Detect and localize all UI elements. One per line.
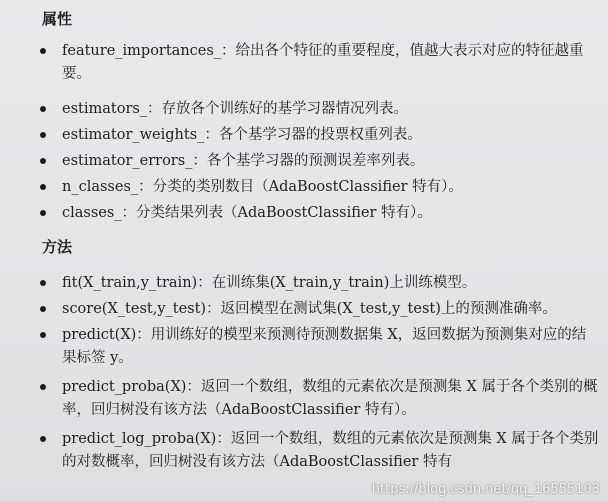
- method-item-predict-log-proba: [40, 428, 600, 474]
- method-text: predict(X)：用训练好的模型来预测待预测数据集 X，返回数据为预测集对应的结果标签 y。: [62, 327, 587, 366]
- methods-heading: 方法: [42, 238, 73, 256]
- bullet-icon: [40, 306, 46, 312]
- bullet-icon: [40, 280, 46, 286]
- method-item-predict: [40, 324, 600, 370]
- bullet-icon: [40, 384, 46, 390]
- method-item-score: [40, 298, 600, 321]
- attribute-text: classes_：分类结果列表（AdaBoostClassifier 特有）。: [62, 205, 432, 221]
- bullet-icon: [40, 210, 46, 216]
- bullet-icon: [40, 132, 46, 138]
- bullet-icon: [40, 158, 46, 164]
- bullet-icon: [40, 184, 46, 190]
- attribute-item-n-classes: [40, 176, 600, 199]
- attribute-text: feature_importances_：给出各个特征的重要程度，值越大表示对应的特征越重要。: [62, 43, 584, 82]
- attribute-item-classes: [40, 202, 600, 225]
- method-text: predict_log_proba(X)：返回一个数组，数组的元素依次是预测集 X 属于各个类别的对数概率，回归树没有该方法（AdaBoostClassifier 特有: [62, 431, 599, 470]
- attribute-item-estimators: [40, 98, 600, 121]
- bullet-icon: [40, 332, 46, 338]
- method-item-fit: [40, 272, 600, 295]
- attribute-item-estimator-errors: [40, 150, 600, 173]
- method-item-predict-proba: [40, 376, 600, 422]
- bullet-icon: [40, 48, 46, 54]
- attribute-text: n_classes_：分类的类别数目（AdaBoostClassifier 特有）。: [62, 179, 463, 195]
- bullet-icon: [40, 436, 46, 442]
- watermark: https://blog.csdn.net/qq_16555103: [371, 482, 600, 497]
- attribute-text: estimators_：存放各个训练好的基学习器情况列表。: [62, 101, 409, 117]
- attribute-item-estimator-weights: [40, 124, 600, 147]
- method-text: predict_proba(X)：返回一个数组，数组的元素依次是预测集 X 属于各个类别的概率，回归树没有该方法（AdaBoostClassifier 特有）。: [62, 379, 598, 418]
- attribute-text: estimator_errors_：各个基学习器的预测误差率列表。: [62, 153, 425, 169]
- bullet-icon: [40, 106, 46, 112]
- method-text: score(X_test,y_test)：返回模型在测试集(X_test,y_test)上的预测准确率。: [62, 301, 557, 317]
- attribute-item-feature-importances: [40, 40, 600, 86]
- method-text: fit(X_train,y_train)：在训练集(X_train,y_train)上训练模型。: [62, 275, 477, 291]
- attribute-text: estimator_weights_：各个基学习器的投票权重列表。: [62, 127, 422, 143]
- attributes-heading: 属性: [42, 10, 73, 28]
